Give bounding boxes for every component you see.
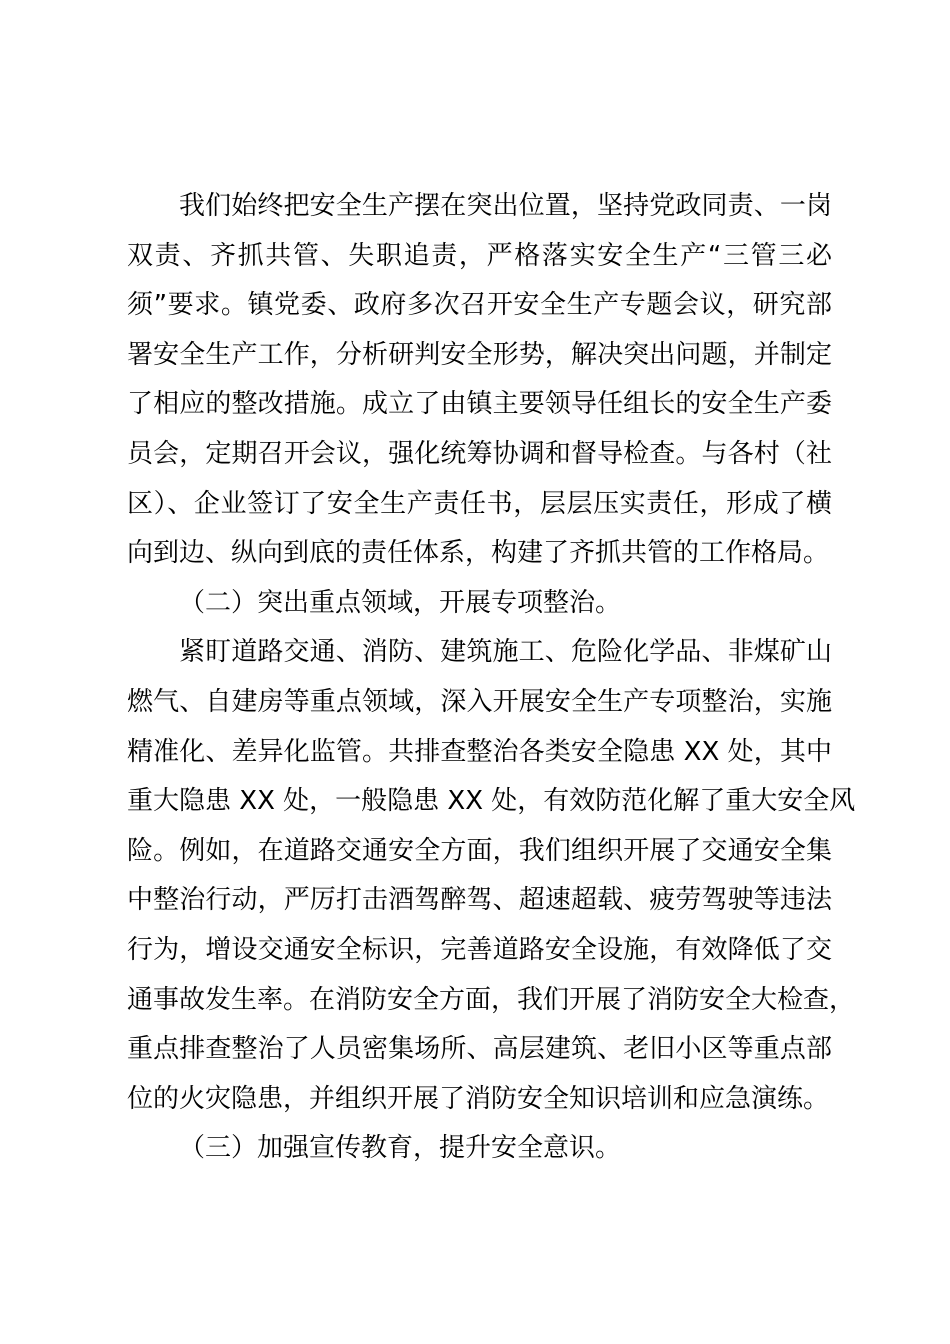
text-line: 我们始终把安全生产摆在突出位置，坚持党政同责、一岗 [179, 191, 832, 221]
document-body [127, 182, 856, 1174]
text-line: 燃气、自建房等重点领域，深入开展安全生产专项整治，实施 [127, 686, 832, 717]
section-heading-2 [127, 579, 832, 629]
text-line: 位的火灾隐患，并组织开展了消防安全知识培训和应急演练。 [127, 1083, 830, 1114]
text-line: 精准化、差异化监管。共排查整治各类安全隐患 XX 处，其中 [127, 736, 832, 767]
text-line: 了相应的整改措施。成立了由镇主要领导任组长的安全生产委 [127, 389, 832, 420]
paragraph-special-rectification [127, 628, 856, 1124]
text-line: 紧盯道路交通、消防、建筑施工、危险化学品、非煤矿山 [179, 637, 832, 668]
section-heading-3 [127, 1124, 832, 1174]
text-line: 重点排查整治了人员密集场所、高层建筑、老旧小区等重点部 [127, 1034, 832, 1065]
text-line: 双责、齐抓共管、失职追责，严格落实安全生产“三管三必 [127, 240, 832, 271]
text-line: 向到边、纵向到底的责任体系，构建了齐抓共管的工作格局。 [127, 538, 830, 569]
text-line: 通事故发生率。在消防安全方面，我们开展了消防安全大检查， [127, 984, 856, 1015]
text-line: 须”要求。镇党委、政府多次召开安全生产专题会议，研究部 [127, 290, 832, 321]
heading-text: （二）突出重点领域，开展专项整治。 [179, 587, 622, 618]
heading-text: （三）加强宣传教育，提升安全意识。 [179, 1133, 622, 1164]
text-line: 险。例如，在道路交通安全方面，我们组织开展了交通安全集 [127, 835, 832, 866]
text-line: 署安全生产工作，分析研判安全形势，解决突出问题，并制定 [127, 339, 832, 370]
text-line: 行为，增设交通安全标识，完善道路安全设施，有效降低了交 [127, 934, 832, 965]
text-line: 中整治行动，严厉打击酒驾醉驾、超速超载、疲劳驾驶等违法 [127, 885, 832, 916]
text-line: 员会，定期召开会议，强化统筹协调和督导检查。与各村（社 [127, 438, 832, 469]
text-line: 重大隐患 XX 处，一般隐患 XX 处，有效防范化解了重大安全风 [127, 786, 856, 817]
paragraph-safety-responsibility [127, 182, 832, 579]
text-line: 区）、企业签订了安全生产责任书，层层压实责任，形成了横 [127, 488, 832, 519]
